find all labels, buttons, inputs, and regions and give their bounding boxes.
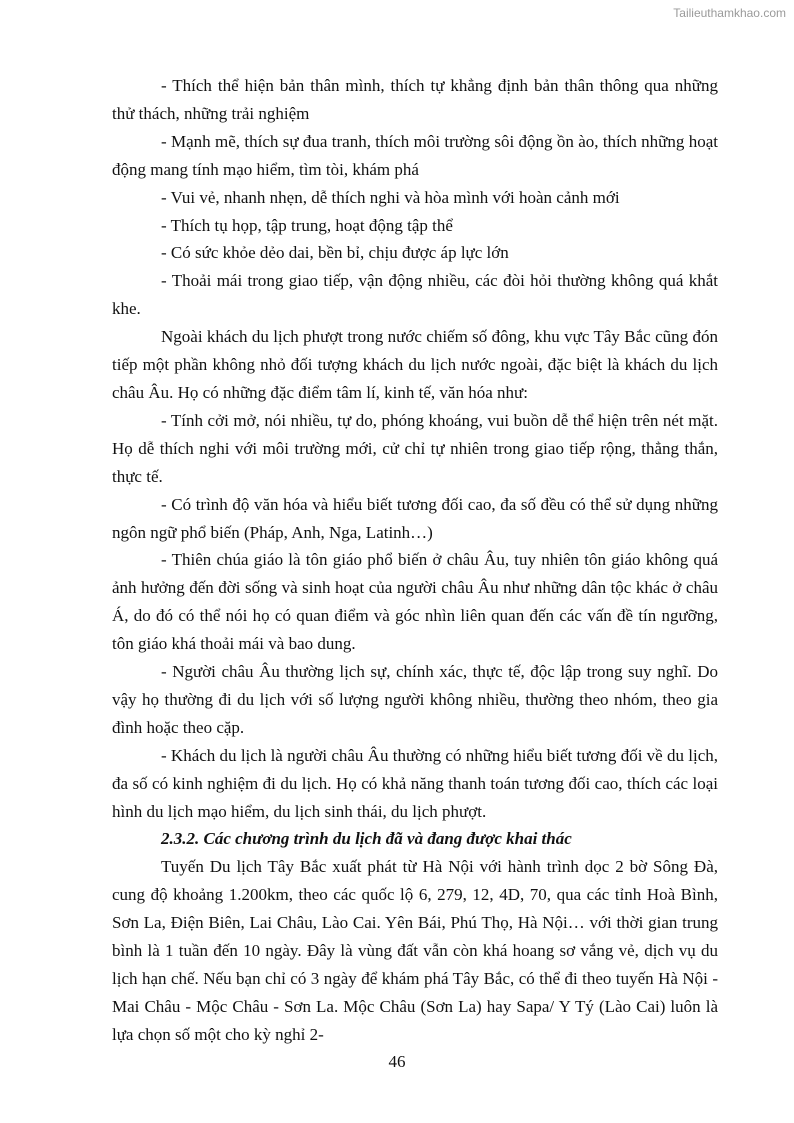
paragraph: - Có sức khỏe dẻo dai, bền bỉ, chịu được áp lực lớn <box>161 243 509 263</box>
paragraph: - Thích tụ họp, tập trung, hoạt động tập thể <box>161 215 453 235</box>
paragraph: - Có trình độ văn hóa và hiểu biết tương đối cao, đa số đều có thể sử dụng những ngôn ngữ phổ biến (Pháp, Anh, Nga, Latinh…) <box>112 494 718 542</box>
paragraph: - Tính cởi mở, nói nhiều, tự do, phóng khoáng, vui buồn dễ thể hiện trên nét mặt. Họ dễ thích nghi với môi trường mới, cử chỉ tự nhiên trong giao tiếp rộng, thẳng thắn, thực tế. <box>112 410 718 486</box>
paragraph: - Vui vẻ, nhanh nhẹn, dễ thích nghi và hòa mình với hoàn cảnh mới <box>161 187 620 207</box>
paragraph: - Mạnh mẽ, thích sự đua tranh, thích môi trường sôi động ồn ào, thích những hoạt động mang tính mạo hiểm, tìm tòi, khám phá <box>112 131 718 179</box>
paragraph: - Thiên chúa giáo là tôn giáo phổ biến ở châu Âu, tuy nhiên tôn giáo không quá ảnh hưởng đến đời sống và sinh hoạt của người châu Âu như những dân tộc khác ở châu Á, do đó có thể nói họ có quan điểm và góc nhìn liên quan đến các vấn đề tín ngưỡng, tôn giáo khá thoải mái và bao dung. <box>112 550 718 654</box>
paragraph: - Khách du lịch là người châu Âu thường có những hiểu biết tương đối về du lịch, đa số có kinh nghiệm đi du lịch. Họ có khả năng thanh toán tương đối cao, thích các loại hình du lịch mạo hiểm, du lịch sinh thái, du lịch phượt. <box>112 745 718 821</box>
paragraph: - Thoải mái trong giao tiếp, vận động nhiều, các đòi hỏi thường không quá khắt khe. <box>112 271 718 319</box>
paragraph: Ngoài khách du lịch phượt trong nước chiếm số đông, khu vực Tây Bắc cũng đón tiếp một phần không nhỏ đối tượng khách du lịch nước ngoài, đặc biệt là khách du lịch châu Âu. Họ có những đặc điểm tâm lí, kinh tế, văn hóa như: <box>112 327 718 402</box>
document-body <box>112 72 718 1049</box>
watermark-text: Tailieuthamkhao.com <box>673 6 786 20</box>
paragraph: - Người châu Âu thường lịch sự, chính xác, thực tế, độc lập trong suy nghĩ. Do vậy họ thường đi du lịch với số lượng người không nhiều, thường theo nhóm, theo gia đình hoặc theo cặp. <box>112 662 718 737</box>
paragraph: - Thích thể hiện bản thân mình, thích tự khẳng định bản thân thông qua những thử thách, những trải nghiệm <box>112 76 718 123</box>
section-heading: 2.3.2. Các chương trình du lịch đã và đang được khai thác <box>161 829 572 849</box>
paragraph: Tuyến Du lịch Tây Bắc xuất phát từ Hà Nội với hành trình dọc 2 bờ Sông Đà, cung độ khoảng 1.200km, theo các quốc lộ 6, 279, 12, 4D, 70, qua các tỉnh Hoà Bình, Sơn La, Điện Biên, Lai Châu, Lào Cai. Yên Bái, Phú Thọ, Hà Nội… với thời gian trung bình là 1 tuần đến 10 ngày. Đây là vùng đất vẫn còn khá hoang sơ vắng vẻ, dịch vụ du lịch hạn chế. Nếu bạn chỉ có 3 ngày để khám phá Tây Bắc, có thể đi theo tuyến Hà Nội - Mai Châu - Mộc Châu - Sơn La. Mộc Châu (Sơn La) hay Sapa/ Y Tý (Lào Cai) luôn là lựa chọn số một cho kỳ nghỉ 2- <box>112 857 718 1044</box>
page-number: 46 <box>388 1052 406 1071</box>
